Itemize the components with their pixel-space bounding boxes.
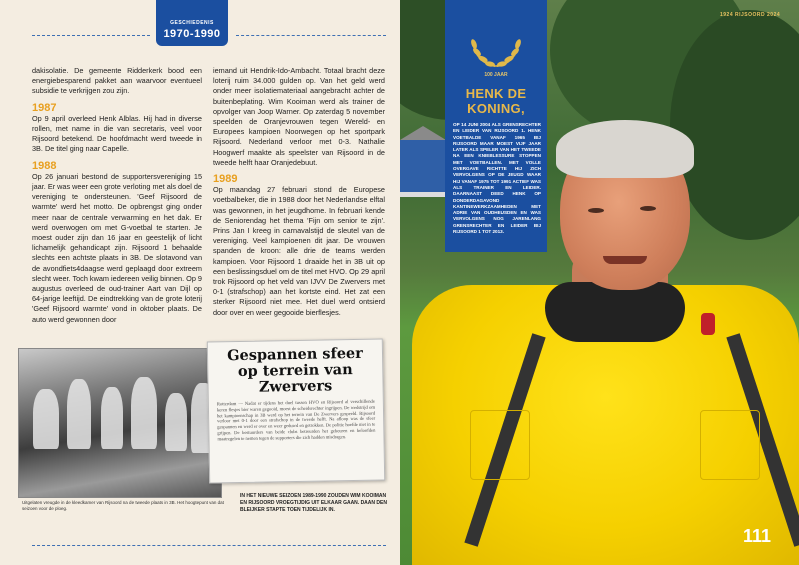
- clipping-headline: Gespannen sfeer op terrein van Zwervers: [227, 344, 363, 396]
- profile-banner: [445, 0, 547, 252]
- shirt-badge: [701, 313, 715, 335]
- photo-caption: Uitgelaten vreugde in de kleedkamer van Rijsoord na de tweede plaats in 3B. Het hoogtepunt van dat seizoen voor de ploeg.: [22, 500, 224, 511]
- text-column-right: [213, 66, 385, 321]
- divider-top-right: [236, 35, 386, 36]
- year-heading-1987: 1987: [32, 101, 57, 114]
- paragraph-1988-cont: iemand uit Hendrik-Ido-Ambacht. Totaal bracht deze loterij ruim 34.000 gulden op. Van het geld werd onder meer isolatiemateriaal aangebracht achter de buitenbeplating. Wim Kooiman werd als trainer de opvolger van Joop Warner. Op zaterdag 5 november speelden de Oranjevrouwen tegen Wereld- en Europees kampioen Noorwegen op het sportpark Rijsoord. Nederland verloor met 0-3. Nathalie Hoogwerf maakte als speelster van Rijsoord in de tweede helft haar Oranjedebuut.: [213, 66, 385, 167]
- corner-logo: 1924 RIJSOORD 2024: [720, 12, 781, 18]
- background-house: [400, 140, 446, 192]
- chapter-tab: [156, 0, 228, 46]
- year-heading-1988: 1988: [32, 159, 57, 172]
- laurel-icon: [465, 30, 527, 70]
- chapter-label: GESCHIEDENIS: [170, 20, 214, 26]
- paragraph-1987: Op 9 april overleed Henk Alblas. Hij had in diverse rollen, met name in die van secretaris, veel voor Rijsoord betekend. De hoofdmacht werd tweede in 3B. De titel ging naar Capelle.: [32, 113, 202, 154]
- profile-description: OP 14 JUNI 2004 ALS GRENSRECHTER EN LEIDER VAN RIJSOORD 1. HENK VOETBALDE VANAF 1965 BIJ RIJSOORD MAAR MOEST VIJF JAAR LATER ALS SPELER VAN HET TWEEDE NA EEN KNIEBLESSURE STOPPEN MET VOETBALLEN. MET VOLLE OVERGAVE RICHTTE HIJ ZICH VERVOLGENS OP DE JEUGD WAAR HIJ VANAF 1975 TOT 1991 ACTIEF WAS ALS TRAINER EN LEIDER. DAARNAAST DEED HENK OP DONDERDAGAVOND KANTINEWERKZAAMHEDEN MET ADRIE VAN OUDHEUSDEN EN WAS VERVOLGENS NOG JARENLANG GRENSRECHTER EN LEIDER BIJ RIJSOORD 1 TOT 2013.: [453, 122, 541, 235]
- shirt-collar: [545, 282, 685, 342]
- page-number: 111: [743, 526, 772, 546]
- paragraph-1988: Op 26 januari bestond de supportersvereniging 15 jaar. Er was weer een grote verloting met als doel de vereniging te ondersteunen. 'Geef Rijsoord de warmte' werd het motto. De opbrengst ging onder meer naar de centrale verwarming en het dak. Er werd overwogen om met G-voetbal te starten. Je moest ouder zijn dan 16 jaar en geestelijk of licht lichamelijk gehandicapt zijn. Rijsoord 1 behaalde slechts een achtste plaats in 3B. De slotavond van de avondfiets4daagse werd geplaagd door extreem slecht weer. Toch kwam iedereen veilig binnen. Op 9 augustus overleed de oud-trainer Aart van Dijl op 64-jarige leeftijd. De eindtrekking van de grote loterij 'Geef Rijsoord warmte' vond in oktober plaats. De auto werd gewonnen door: [32, 171, 202, 324]
- divider-top-left: [32, 35, 150, 36]
- text-column-left: [32, 66, 202, 328]
- paragraph-1989: Op maandag 27 februari stond de Europese voetbalbeker, die in 1988 door het Nederlandse elftal was gewonnen, in het jeugdhome. In februari kende de Seniorendag het thema 'Fijn om senior te zijn'. Prins Jan I kreeg in carnavalstijd de sleutel van de vereniging. Veel kampioenen dit jaar. De vrouwen spanden de kroon: alle drie de teams werden kampioen. Voor Rijsoord 1 draaide het in 3B uit op een beslissingsduel om de titel met HVO. Op 29 april trok Rijsoord op het veld van IJVV De Zwervers met 0-1 (strafschop) aan het kortste eind. Het zat een sterker Rijsoord niet mee. Het duel werd ontsierd door over en weer gegooide bierflesjes.: [213, 185, 385, 317]
- divider-bottom-left: [32, 545, 386, 546]
- newspaper-clipping: [207, 338, 385, 483]
- clipping-body: Rotterdam — Nadat er tijdens het duel tussen HVO en Rijsoord al verschillende keren flesjes bier waren gegooid, moest de scheidsrechter ingrijpen. De wedstrijd om het kampioenschap in 3B werd op het terrein van De Zwervers gespeeld. Rijsoord verloor met 0-1 door een strafschop in de tweede helft. Na afloop was de sfeer gespannen en werd er over en weer geduwd en getrokken. De politie hoefde niet in te grijpen. De bestuurders van beide clubs betreurden het gebeuren en beloofden maatregelen te nemen tegen de supporters die zich hadden misdragen.: [216, 398, 376, 442]
- profile-name: HENK DE KONING,: [465, 86, 527, 116]
- chapter-years: 1970-1990: [163, 28, 221, 40]
- year-heading-1989: 1989: [213, 173, 238, 186]
- clipping-caption: IN HET NIEUWE SEIZOEN 1989-1990 ZOUDEN WIM KOOIMAN EN RIJSOORD VROEGTIJDIG UIT ELKAAR GAAN. DAAN DEN BLEIJKER STAPTE TOEN TIJDELIJK IN.: [240, 493, 387, 513]
- portrait-hair: [556, 120, 694, 178]
- intro-paragraph: dakisolatie. De gemeente Ridderkerk bood een energiebesparend pakket aan waarvoor eventueel subsidie te verkrijgen zou zijn.: [32, 66, 202, 96]
- jubilee-label: 100 JAAR: [484, 72, 508, 78]
- dressing-room-photo: [18, 348, 222, 498]
